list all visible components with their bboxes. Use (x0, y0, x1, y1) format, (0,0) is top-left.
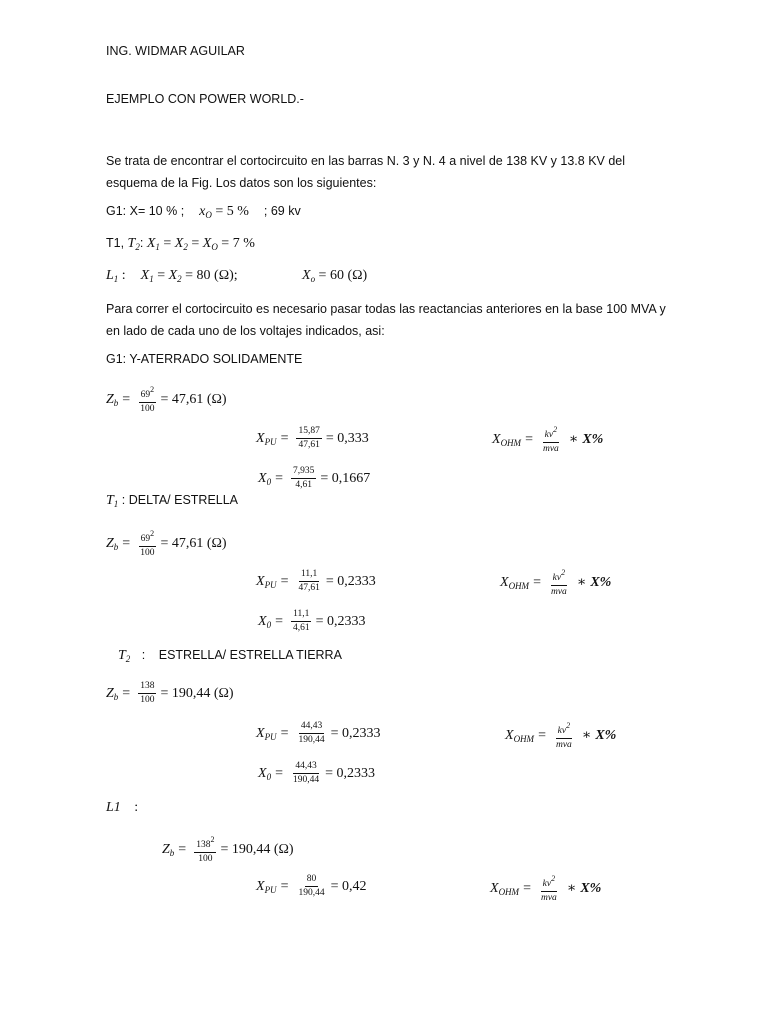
g1-x0-equation: $X_0$ = $\frac{7,935}{4,61}$ = 0,1667 (258, 466, 371, 490)
l1-section-title: L1 : (106, 800, 139, 815)
l1-xpu-equation: $X_{PU}$ = $\frac{80}{190,44}$ = 0,42 (256, 874, 367, 898)
t1-t2-value: = 7 % (221, 236, 255, 251)
t2-xohm-formula: $X_{OHM}$ = $\frac{kv^2}{\text{mva}}$ ∗ X% (505, 721, 617, 750)
l1-zero-value: = 60 (Ω) (318, 268, 368, 283)
g1-zb-result: = 47,61 (Ω) (160, 391, 227, 407)
t1-xpu-equation: $X_{PU}$ = $\frac{11,1}{47,61}$ = 0,2333 (256, 569, 376, 593)
t2-x0-equation: $X_0$ = $\frac{44,43}{190,44}$ = 0,2333 (258, 761, 375, 785)
t1-x0-result: = 0,2333 (315, 613, 366, 629)
g1-xo-symbol: $x_O$ (199, 204, 212, 220)
g1-data-prefix: G1: X= 10 % ; (106, 204, 185, 218)
t1-zb-equation: $Z_b$ = $\frac{69^2}{100}$ = 47,61 (Ω) (106, 529, 227, 558)
l1-xpu-result: = 0,42 (330, 878, 367, 894)
t1-section-title: $T_1$ : DELTA/ ESTRELLA (106, 493, 239, 509)
t2-section-title: $T_2$ : ESTRELLA/ ESTRELLA TIERRA (118, 648, 342, 664)
l1-xo-symbol: $X_o$ (302, 268, 316, 284)
t2-zb-fraction: $\frac{138}{100}$ (140, 681, 155, 705)
g1-x0-fraction: $\frac{7,935}{4,61}$ (292, 466, 315, 490)
l1-positive-value: = 80 (Ω); (185, 268, 238, 283)
t2-zb-result: = 190,44 (Ω) (160, 685, 234, 701)
l1-xpu-fraction: $\frac{80}{190,44}$ (298, 874, 325, 898)
g1-zb-equation: $Z_b$ = $\frac{69^2}{100}$ = 47,61 (Ω) (106, 385, 227, 414)
t2-xpu-equation: $X_{PU}$ = $\frac{44,43}{190,44}$ = 0,2333 (256, 721, 381, 745)
t2-symbol: $T_2$ (127, 236, 140, 252)
l1-symbol: $L_1$ (106, 268, 119, 284)
t1-xohm-formula: $X_{OHM}$ = $\frac{kv^2}{\text{mva}}$ ∗ X% (500, 568, 612, 597)
l1-zb-equation: $Z_b$ = $\frac{138^2}{100}$ = 190,44 (Ω) (162, 835, 294, 864)
t2-x0-fraction: $\frac{44,43}{190,44}$ (292, 761, 320, 785)
g1-zb-fraction: $\frac{69^2}{100}$ (140, 385, 155, 414)
g1-voltage: ; 69 kv (263, 204, 301, 218)
g1-xohm-formula: $X_{OHM}$ = $\frac{kv^2}{\text{mva}}$ ∗ X% (492, 425, 604, 454)
t2-xpu-result: = 0,2333 (330, 725, 381, 741)
intro-paragraph: Se trata de encontrar el cortocircuito en las barras N. 3 y N. 4 a nivel de 138 KV y 13.8 KV del esquema de la Fig. Los datos son los siguientes: (106, 154, 626, 190)
t1-x0-fraction: $\frac{11,1}{4,61}$ (292, 609, 310, 633)
t1-x0-equation: $X_0$ = $\frac{11,1}{4,61}$ = 0,2333 (258, 609, 366, 633)
t1-t2-data-line (106, 235, 255, 253)
g1-xo-value: = 5 % (215, 204, 249, 219)
l1-xohm-formula: $X_{OHM}$ = $\frac{kv^2}{\text{mva}}$ ∗ X% (490, 874, 602, 903)
t1-zb-fraction: $\frac{69^2}{100}$ (140, 529, 155, 558)
l1-zb-fraction: $\frac{138^2}{100}$ (196, 835, 215, 864)
g1-data-line (106, 203, 301, 221)
g1-xpu-equation: $X_{PU}$ = $\frac{15,87}{47,61}$ = 0,333 (256, 426, 369, 450)
base-paragraph: Para correr el cortocircuito es necesario pasar todas las reactancias anteriores en la base 100 MVA y en lado de cada uno de los voltajes indicados, asi: (106, 302, 666, 338)
author-line: ING. WIDMAR AGUILAR (106, 44, 245, 58)
g1-x0-result: = 0,1667 (320, 470, 371, 486)
t2-zb-equation: $Z_b$ = $\frac{138}{100}$ = 190,44 (Ω) (106, 681, 234, 705)
g1-xpu-result: = 0,333 (325, 430, 369, 446)
t1-colon: : (139, 236, 144, 250)
l1-zero-seq-line (302, 267, 367, 285)
t1-prefix: T1, (106, 236, 125, 250)
g1-section-title: G1: Y-ATERRADO SOLIDAMENTE (106, 352, 303, 366)
x1-x2-xo-equality: $X_1 = X_2 = X_O$ (146, 236, 218, 252)
t2-xpu-fraction: $\frac{44,43}{190,44}$ (298, 721, 325, 745)
t2-x0-result: = 0,2333 (325, 765, 375, 781)
t1-xpu-result: = 0,2333 (325, 573, 376, 589)
t1-zb-result: = 47,61 (Ω) (160, 535, 227, 551)
l1-x1-x2: $X_1 = X_2$ (140, 268, 182, 284)
t1-xpu-fraction: $\frac{11,1}{47,61}$ (298, 569, 320, 593)
l1-data-line: $L_1$ : $X_1 = X_2 = 80$ (Ω); (106, 268, 238, 284)
subtitle-line: EJEMPLO CON POWER WORLD.- (106, 92, 304, 106)
l1-zb-result: = 190,44 (Ω) (220, 841, 294, 857)
g1-xpu-fraction: $\frac{15,87}{47,61}$ (298, 426, 320, 450)
